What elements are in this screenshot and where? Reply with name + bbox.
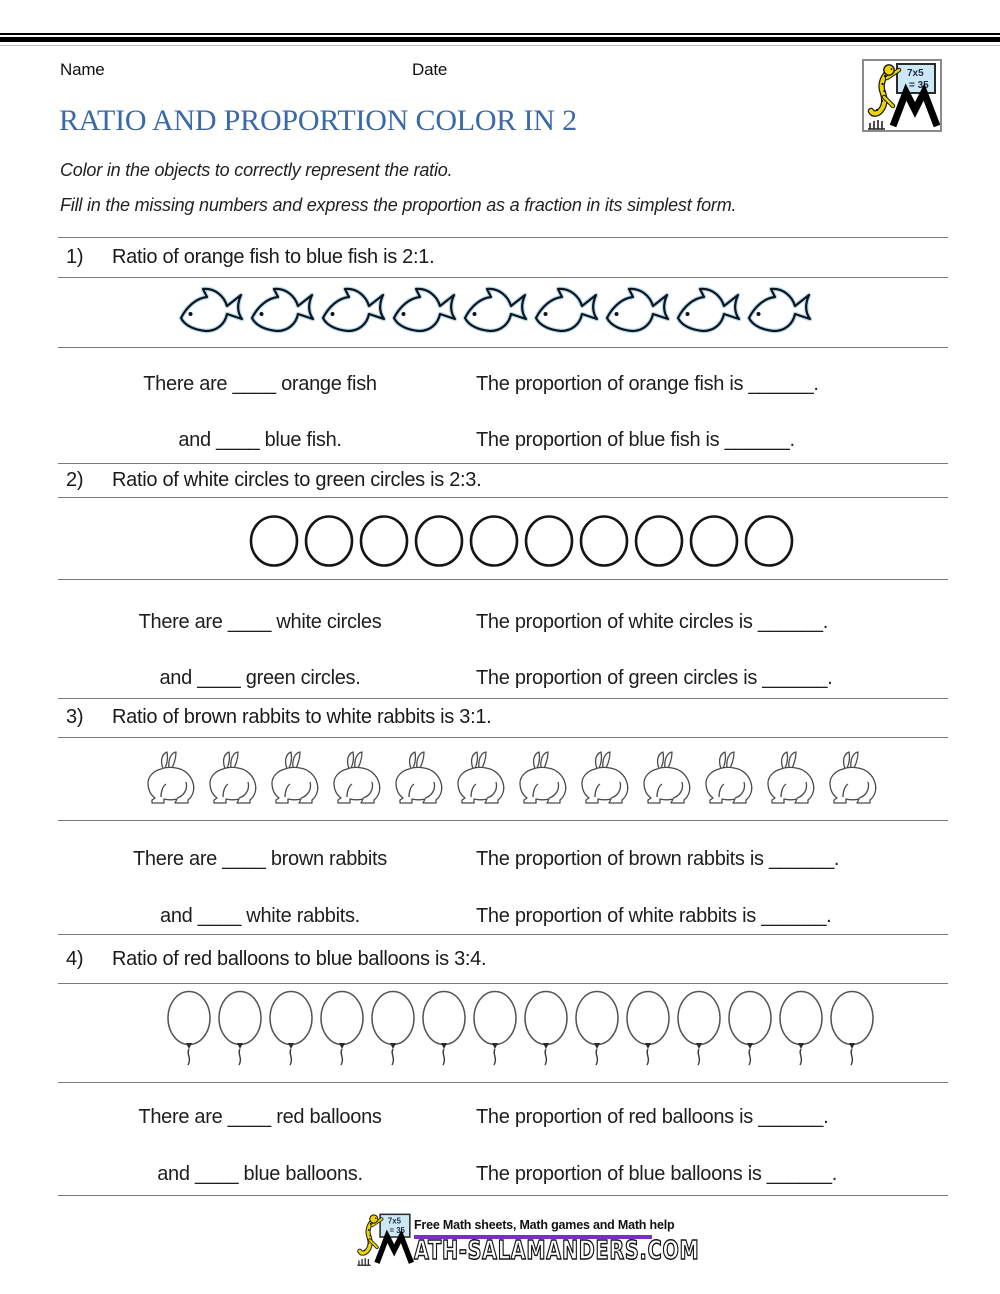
rabbit-icon [202,750,262,806]
q1-count-blank-1: There are ____ orange fish [143,373,377,395]
circle-icon [469,515,519,567]
board-equation-line1: 7x5 [907,68,924,79]
circle-icon [579,515,629,567]
question-2-prompt: Ratio of white circles to green circles is 2:3. [112,469,482,491]
fish-icon [248,285,318,343]
page-title: RATIO AND PROPORTION COLOR IN 2 [59,104,577,137]
balloon-icon [829,990,877,1068]
fish-icon [603,285,673,343]
math-salamanders-logo [864,61,940,130]
circle-icon [249,515,299,567]
q4-count-blank-1: There are ____ red balloons [138,1106,382,1128]
fish-icon [177,285,247,343]
q3-count-blank-2: and ____ white rabbits. [160,905,360,927]
balloon-icon [319,990,367,1068]
question-4-number: 4) [66,948,84,970]
balloon-icon [778,990,826,1068]
circle-icon [689,515,739,567]
separator-line [58,983,948,984]
name-label: Name [60,60,105,79]
circle-icon [524,515,574,567]
fish-icon [319,285,389,343]
date-label: Date [412,60,448,79]
circle-row [249,515,794,567]
fish-icon [532,285,602,343]
q1-proportion-blank-2: The proportion of blue fish is ______. [476,429,795,451]
rabbit-icon [512,750,572,806]
q4-proportion-blank-1: The proportion of red balloons is ______. [476,1106,829,1128]
rabbit-icon [388,750,448,806]
easel-m-icon [377,1236,411,1263]
q3-proportion-blank-1: The proportion of brown rabbits is ______. [476,848,840,870]
rabbit-icon [636,750,696,806]
rabbit-icon [140,750,200,806]
balloon-icon [727,990,775,1068]
question-4-prompt: Ratio of red balloons to blue balloons is 3:4. [112,948,487,970]
rabbit-icon [326,750,386,806]
balloon-icon [625,990,673,1068]
fish-icon [745,285,815,343]
balloon-icon [472,990,520,1068]
rabbit-icon [450,750,510,806]
question-3-number: 3) [66,706,84,728]
separator-line [58,934,948,935]
instruction-line-2: Fill in the missing numbers and express the proportion as a fraction in its simplest form. [60,195,737,215]
top-border-thin-line [0,33,1000,35]
q1-count-blank-2: and ____ blue fish. [178,429,342,451]
separator-line [58,820,948,821]
rabbit-icon [574,750,634,806]
board-equation-line2: = 35 [909,80,929,91]
rabbit-icon [822,750,882,806]
question-1-prompt: Ratio of orange fish to blue fish is 2:1. [112,246,435,268]
q2-count-blank-1: There are ____ white circles [138,611,382,633]
board-equation-line2: = 35 [389,1226,405,1236]
q2-proportion-blank-2: The proportion of green circles is ______. [476,667,833,689]
circle-icon [634,515,684,567]
question-4-header [66,948,486,971]
footer-site-text: ATH-SALAMANDERS.COM [414,1235,700,1266]
circle-icon [744,515,794,567]
separator-line [58,1195,948,1196]
rabbit-icon [698,750,758,806]
top-border-faint-line [0,45,1000,46]
circle-icon [414,515,464,567]
separator-line [58,497,948,498]
separator-line [58,579,948,580]
question-3-header [66,706,491,729]
q3-count-blank-1: There are ____ brown rabbits [133,848,387,870]
separator-line [58,347,948,348]
q2-count-blank-2: and ____ green circles. [159,667,361,689]
question-3-prompt: Ratio of brown rabbits to white rabbits is 3:1. [112,706,492,728]
balloon-row [166,990,877,1068]
separator-line [58,737,948,738]
separator-line [58,463,948,464]
separator-line [58,1082,948,1083]
circle-icon [359,515,409,567]
header-logo-box [862,59,942,132]
balloon-icon [268,990,316,1068]
question-2-header [66,469,481,492]
fish-icon [461,285,531,343]
top-border-thick-line [0,37,1000,42]
balloon-icon [421,990,469,1068]
footer-tagline: Free Math sheets, Math games and Math help [414,1218,675,1232]
balloon-icon [217,990,265,1068]
circle-icon [304,515,354,567]
balloon-icon [370,990,418,1068]
balloon-icon [523,990,571,1068]
rabbit-icon [264,750,324,806]
separator-line [58,237,948,238]
fish-icon [674,285,744,343]
instruction-line-1: Color in the objects to correctly represent the ratio. [60,160,453,180]
q3-proportion-blank-2: The proportion of white rabbits is ______. [476,905,832,927]
fish-icon [390,285,460,343]
math-salamanders-logo [354,1212,414,1266]
rabbit-row [140,750,882,806]
separator-line [58,698,948,699]
balloon-icon [676,990,724,1068]
salamander-feet [357,1258,370,1265]
question-2-number: 2) [66,469,84,491]
separator-line [58,277,948,278]
easel-m-icon [893,92,937,126]
rabbit-icon [760,750,820,806]
q4-proportion-blank-2: The proportion of blue balloons is ______. [476,1163,837,1185]
balloon-icon [166,990,214,1068]
fish-row [177,285,815,343]
q2-proportion-blank-1: The proportion of white circles is ______. [476,611,829,633]
board-equation-line1: 7x5 [387,1216,401,1226]
footer-logo [354,1212,414,1266]
footer-brand [354,1212,800,1266]
question-1-header [66,246,434,269]
balloon-icon [574,990,622,1068]
q1-proportion-blank-1: The proportion of orange fish is ______. [476,373,819,395]
q4-count-blank-2: and ____ blue balloons. [157,1163,363,1185]
salamander-feet [868,120,885,129]
question-1-number: 1) [66,246,84,268]
